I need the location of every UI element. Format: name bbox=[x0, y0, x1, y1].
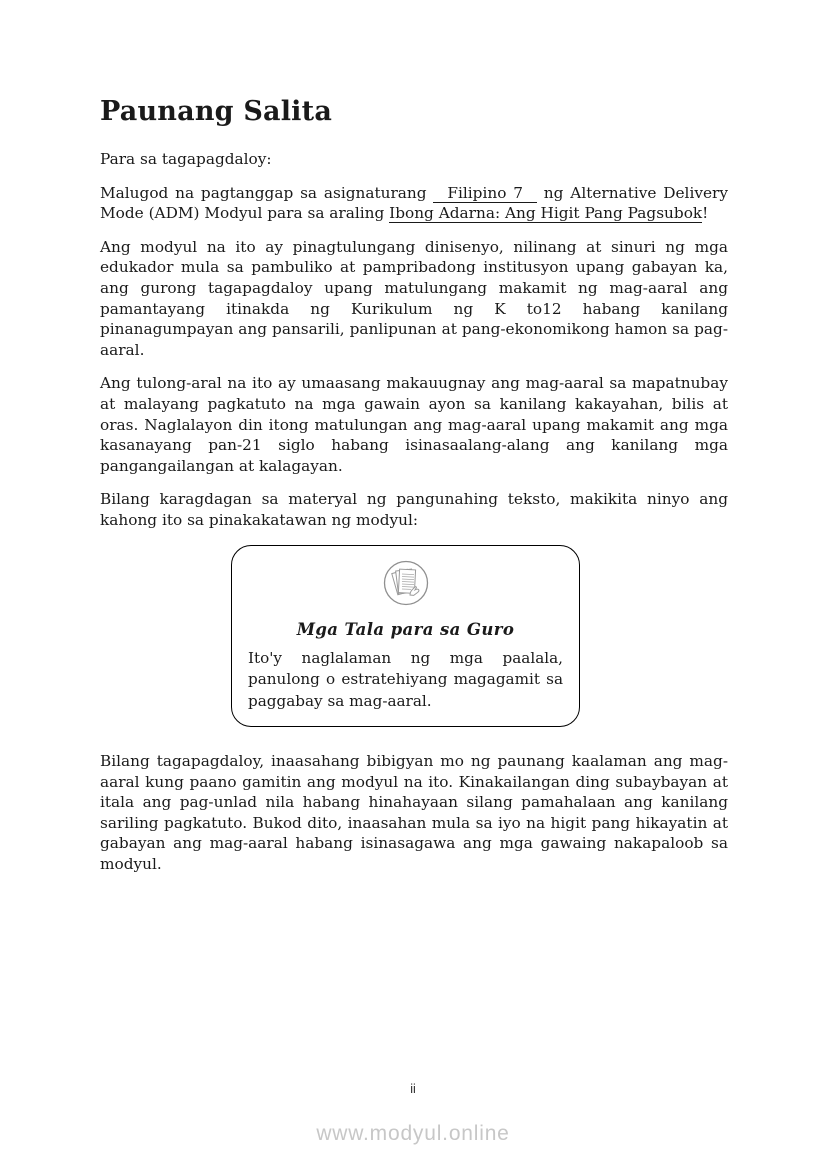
teacher-note-box bbox=[231, 545, 580, 728]
closing-paragraph: Bilang tagapagdaloy, inaasahang bibigyan mo ng paunang kaalaman ang mag-aaral kung paano gamitin ang modyul na ito. Kinakailangan ding subaybayan at itala ang pag-unlad nila habang hinahayaan silang pamahalaan ang kanilang sariling pagkatuto. Bukod dito, inaasahan mula sa iyo na higit pang hikayatin at gabayan ang mag-aaral habang isinasagawa ang mga gawaing nakapaloob sa modyul. bbox=[100, 752, 728, 873]
watermark-text: www.modyul.online bbox=[316, 1122, 510, 1145]
note-box-title: Mga Tala para sa Guro bbox=[296, 619, 515, 639]
lesson-title-underline: Ibong Adarna: Ang Higit Pang Pagsubok bbox=[389, 204, 703, 223]
salutation-line: Para sa tagapagdaloy: bbox=[100, 150, 272, 168]
note-box-icon-wrap bbox=[248, 558, 563, 612]
tulong-aral-paragraph: Ang tulong-aral na ito ay umaasang makauugnay ang mag-aaral sa mapatnubay at malayang pagkatuto na mga gawain ayon sa kanilang kakayahan, bilis at oras. Naglalayon din itong matulungan ang mag-aaral upang makamit ang mga kasanayang pan-21 siglo habang isinasaalang-alang ang kanilang mga pangangailangan at kalagayan. bbox=[100, 374, 728, 475]
welcome-end-punctuation: ! bbox=[702, 204, 709, 223]
welcome-paragraph bbox=[100, 183, 728, 224]
page-number: ii bbox=[410, 1082, 416, 1096]
note-box-body: Ito'y naglalaman ng mga paalala, panulong o estratehiyang magagamit sa paggabay sa mag-aaral. bbox=[248, 648, 563, 710]
welcome-pre-text: Malugod na pagtanggap sa asignaturang bbox=[100, 183, 434, 202]
notes-in-hand-icon bbox=[381, 593, 431, 612]
subject-blank-underline: Filipino 7 bbox=[433, 184, 537, 203]
welcome-mid-text: ng Alternative Delivery Mode (ADM) Modyul para sa araling bbox=[100, 183, 728, 223]
karagdagan-paragraph: Bilang karagdagan sa materyal ng pangunahing teksto, makikita ninyo ang kahong ito sa pinakakatawan ng modyul: bbox=[100, 490, 728, 529]
page-content bbox=[100, 96, 728, 888]
page-title: Paunang Salita bbox=[100, 96, 333, 127]
collaboration-paragraph: Ang modyul na ito ay pinagtulungang dinisenyo, nilinang at sinuri ng mga edukador mula sa pambuliko at pampribadong institusyon upang gabayan ka, ang gurong tagapagdaloy upang matulungang makamit ng mag-aaral ang pamantayang itinakda ng Kurikulum ng K to12 habang kanilang pinanagumpayan ang pansarili, panlipunan at pang-ekonomikong hamon sa pag-aaral. bbox=[100, 237, 728, 359]
